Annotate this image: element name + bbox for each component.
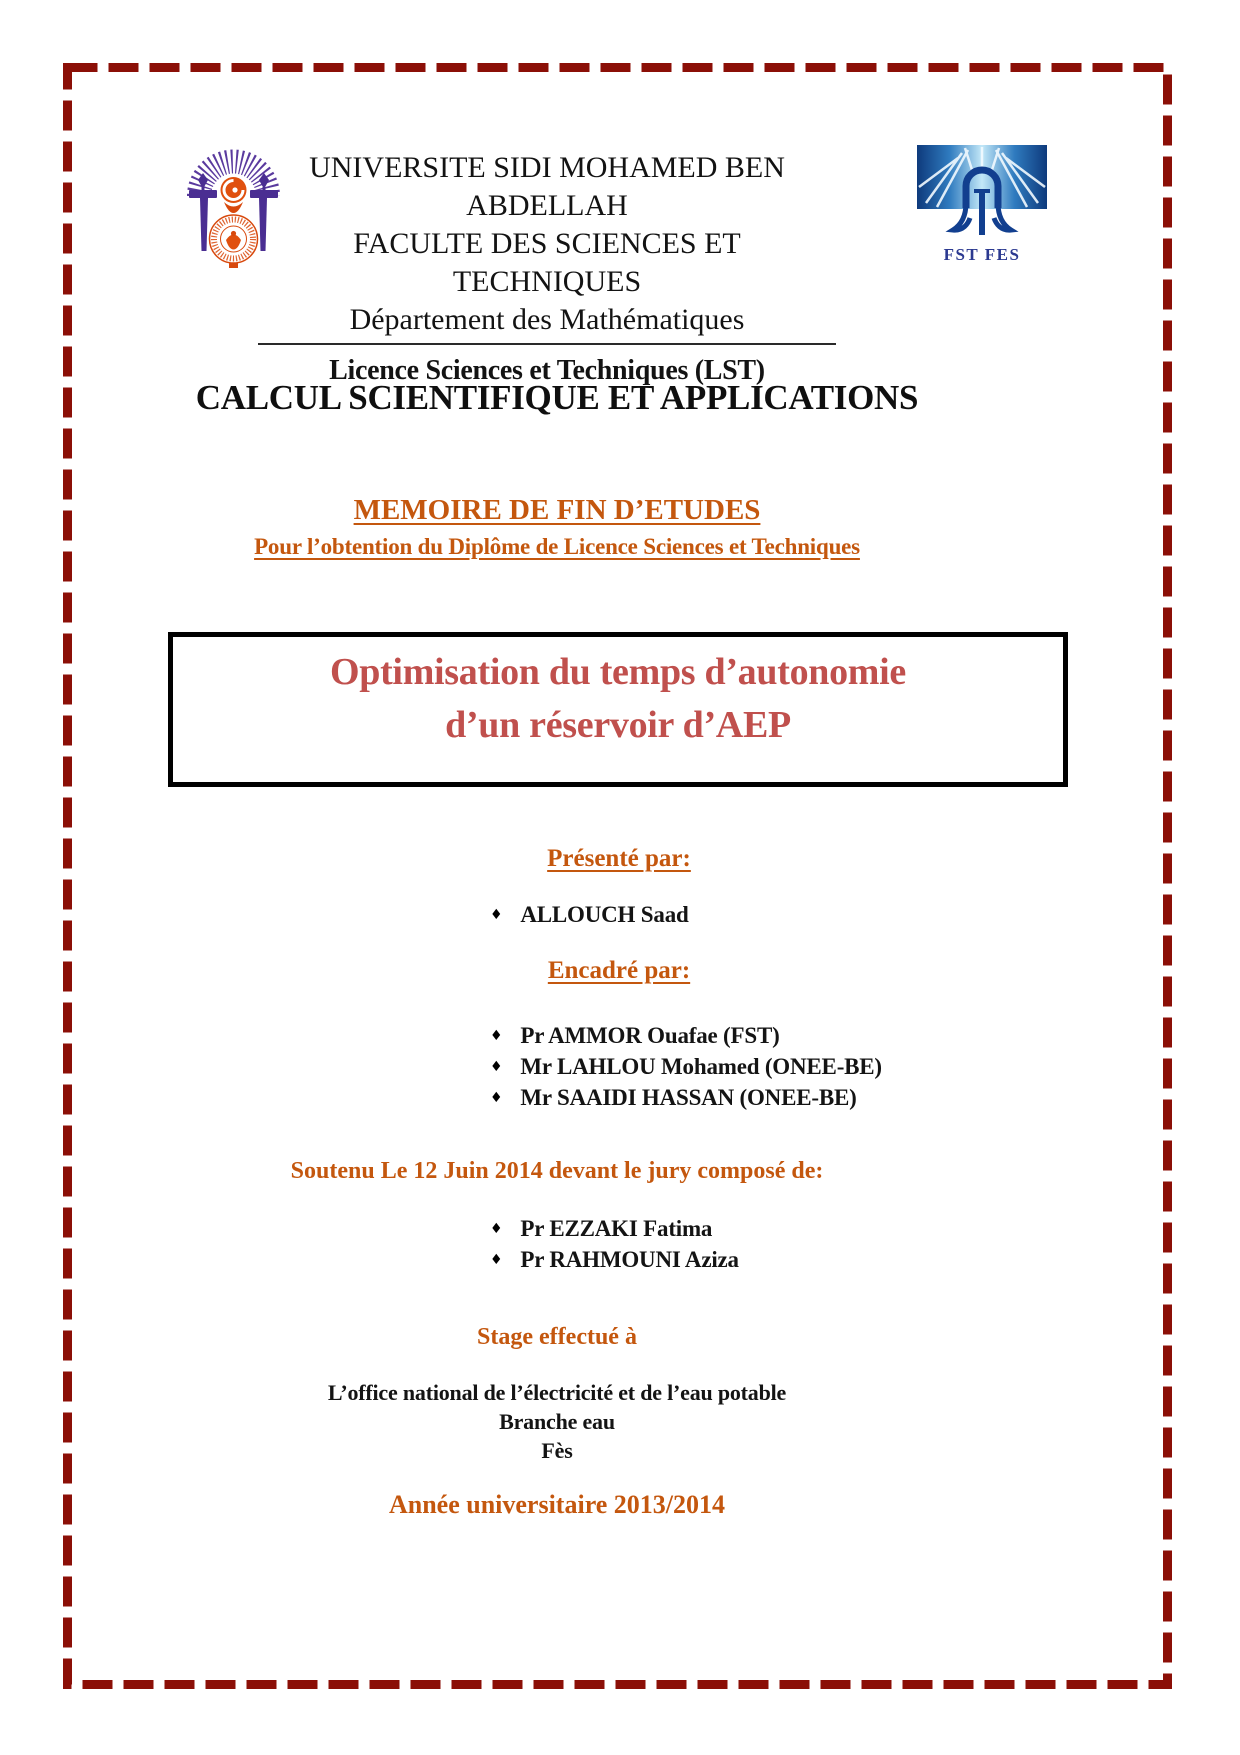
university-name-line2: ABDELLAH (466, 189, 628, 222)
thesis-title-box (168, 632, 1068, 787)
fst-fes-logo-icon (916, 145, 1048, 240)
university-name-line1: UNIVERSITE SIDI MOHAMED BEN (309, 151, 785, 184)
institution-header (230, 149, 864, 390)
supervised-by-heading: Encadré par: (547, 957, 691, 984)
fst-fes-logo (916, 145, 1048, 265)
supervisor-name: Mr SAAIDI HASSAN (ONEE-BE) (520, 1085, 857, 1110)
diamond-bullet-icon: ♦ (490, 1059, 503, 1075)
faculty-name: FACULTE DES SCIENCES ET TECHNIQUES (353, 227, 741, 298)
jury-member-name: Pr EZZAKI Fatima (520, 1216, 713, 1241)
diamond-bullet-icon: ♦ (490, 1221, 503, 1237)
internship-location (0, 1378, 1114, 1465)
presented-name: ALLOUCH Saad (520, 902, 689, 927)
internship-city: Fès (541, 1438, 573, 1463)
jury-heading: Soutenu Le 12 Juin 2014 devant le jury composé de: (290, 1158, 824, 1184)
jury-list (490, 1215, 739, 1277)
course-title: CALCUL SCIENTIFIQUE ET APPLICATIONS (195, 378, 919, 417)
fst-fes-logo-caption: FST FES (943, 245, 1021, 264)
list-item (490, 1022, 882, 1053)
memoir-heading: MEMOIRE DE FIN D’ETUDES (353, 494, 761, 526)
internship-org: L’office national de l’électricité et de l’eau potable (327, 1380, 787, 1405)
supervised-by-list (490, 1022, 882, 1115)
supervisor-name: Mr LAHLOU Mohamed (ONEE-BE) (520, 1054, 882, 1079)
diamond-bullet-icon: ♦ (490, 1252, 503, 1268)
diamond-bullet-icon: ♦ (490, 1028, 503, 1044)
program-name: Licence Sciences et Techniques (LST) (329, 355, 765, 386)
diamond-bullet-icon: ♦ (490, 907, 503, 923)
diamond-bullet-icon: ♦ (490, 1090, 503, 1106)
presented-by-heading: Présenté par: (547, 845, 691, 872)
thesis-title-line1: Optimisation du temps d’autonomie (329, 651, 906, 693)
jury-member-name: Pr RAHMOUNI Aziza (520, 1247, 739, 1272)
list-item (490, 1053, 882, 1084)
internship-heading: Stage effectué à (477, 1324, 637, 1350)
thesis-title-line2: d’un réservoir d’AEP (445, 704, 791, 746)
memoir-subtitle: Pour l’obtention du Diplôme de Licence Sciences et Techniques (254, 534, 860, 559)
list-item (490, 1246, 739, 1277)
list-item (490, 1084, 882, 1115)
institution-lines (258, 149, 836, 345)
internship-branch: Branche eau (499, 1409, 615, 1434)
list-item (490, 1215, 739, 1246)
supervisor-name: Pr AMMOR Ouafae (FST) (520, 1023, 780, 1048)
department-name: Département des Mathématiques (349, 303, 745, 336)
presented-by-list (490, 901, 689, 932)
list-item (490, 901, 689, 932)
academic-year: Année universitaire 2013/2014 (388, 1490, 726, 1519)
